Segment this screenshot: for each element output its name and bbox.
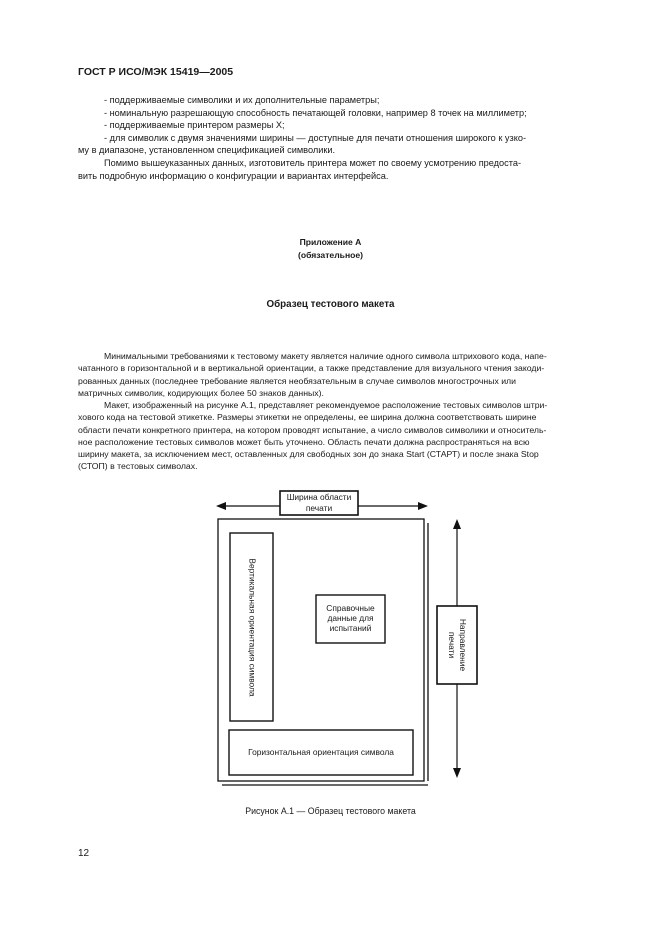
list-item-continuation: му в диапазоне, установленном спецификацией символики. — [78, 145, 336, 156]
document-header: ГОСТ Р ИСО/МЭК 15419—2005 — [78, 66, 234, 78]
paragraph-line: рованных данных (последнее требование является необязательным в случае символов многострочных или — [78, 375, 516, 386]
paragraph-line: хового кода на тестовой этикетке. Размеры этикетки не определены, ее ширина должна соответствовать ширине — [78, 412, 537, 423]
print-width-label — [280, 492, 358, 514]
paragraph-line: (СТОП) в тестовых символах. — [78, 461, 198, 472]
label-line: печати — [447, 631, 457, 659]
list-item: - номинальную разрешающую способность печатающей головки, например 8 точек на миллиметр; — [104, 107, 527, 118]
print-direction-label — [446, 606, 468, 684]
label-line: печати — [305, 503, 333, 513]
appendix-title: Образец тестового макета — [266, 299, 395, 310]
appendix-label: Приложение А — [299, 237, 362, 247]
reference-data-label — [316, 603, 385, 633]
page-number: 12 — [78, 848, 90, 859]
figure-caption: Рисунок А.1 — Образец тестового макета — [245, 806, 416, 816]
paragraph-line: вить подробную информацию о конфигурации и вариантах интерфейса. — [78, 170, 389, 181]
paragraph-line: Помимо вышеуказанных данных, изготовитель принтера может по своему усмотрению предоста- — [104, 158, 522, 168]
appendix-status: (обязательное) — [297, 250, 364, 260]
label-line: Ширина области — [286, 492, 352, 502]
label-line: Направление — [458, 618, 468, 672]
paragraph-line: матричных символик, кодирующих более 50 знаков данных). — [78, 387, 324, 398]
list-item: - для символик с двумя значениями ширины — доступные для печати отношения широкого к узко- — [104, 132, 527, 143]
list-item: - поддерживаемые символики и их дополнительные параметры; — [104, 95, 380, 105]
paragraph-line: Макет, изображенный на рисунке А.1, представляет рекомендуемое расположение тестовых символов штри- — [104, 400, 548, 410]
paragraph-line: ное расположение тестовых символов может быть уточнено. Область печати должна распространяться на всю — [78, 436, 530, 447]
label-line: Справочные — [326, 603, 375, 613]
paragraph-line: области печати конкретного принтера, на котором проводят испытание, а число символов символики и относитель- — [78, 424, 547, 435]
vertical-orientation-label: Вертикальная ориентация символа — [247, 558, 258, 697]
horizontal-orientation-label: Горизонтальная ориентация символа — [248, 747, 394, 757]
list-item: - поддерживаемые принтером размеры X; — [104, 120, 285, 131]
paragraph-line: Минимальными требованиями к тестовому макету является наличие одного символа штрихового кода, напе- — [104, 351, 547, 361]
paragraph-line: ширину макета, за исключением мест, оставленных для свободных зон до знака Start (СТАРТ) и после знака Stop — [78, 449, 539, 460]
label-line: испытаний — [329, 623, 372, 633]
label-line: данные для — [327, 613, 374, 623]
paragraph-line: чатанного в горизонтальной и в вертикальной ориентации, а также представление для визуального чтения закоди- — [78, 363, 545, 374]
